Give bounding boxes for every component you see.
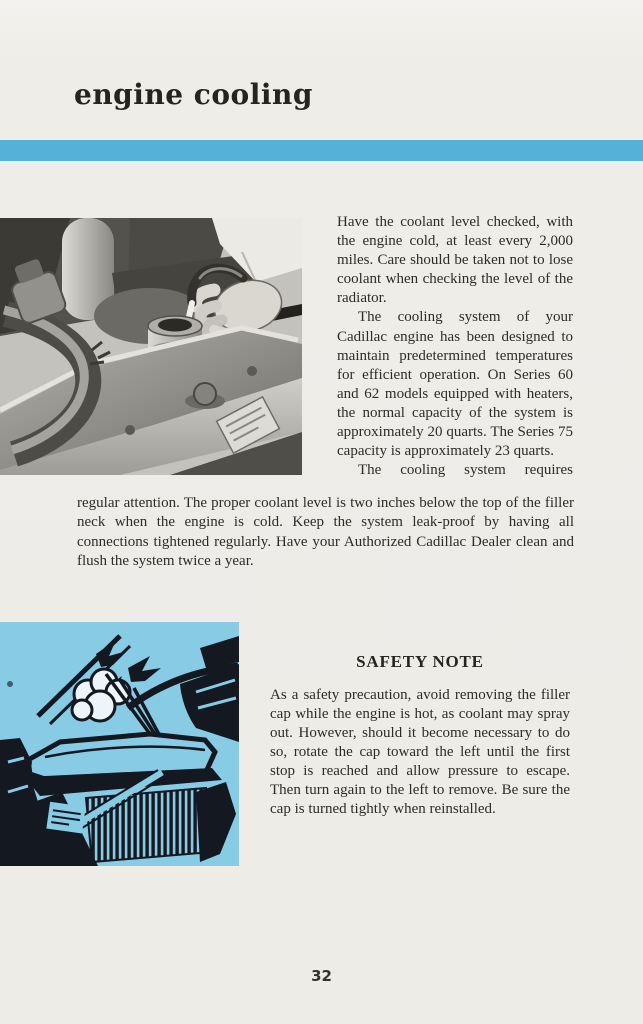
paragraph-coolant-check: Have the coolant level checked, with the engine cold, at least every 2,000 miles. Care should be taken not to lose coolant when checking the level of the radiator. — [337, 214, 573, 307]
intro-text-column — [337, 213, 573, 480]
page-title: engine cooling — [74, 78, 313, 111]
paragraph-requires-continuation: regular attention. The proper coolant level is two inches below the top of the filler neck when the engine is cold. Keep the system leak-proof by having all connections tightened regularly. Have your Authorized Cadillac Dealer clean and flush the system twice a year. — [77, 495, 574, 569]
paragraph-requires-lead: The cooling system requires — [358, 462, 573, 479]
overheat-spray-drawing — [0, 622, 239, 866]
accent-bar — [0, 140, 643, 161]
safety-note-section — [270, 652, 570, 819]
page-number: 32 — [311, 967, 332, 985]
paragraph-cooling-system: The cooling system of your Cadillac engine has been designed to maintain predetermined temperatures for efficient operation. On Series 60 and 62 models equipped with heaters, the normal capacity of the system is approximately 20 quarts. The Series 75 capacity is approximately 23 quarts. — [337, 309, 573, 460]
safety-note-heading: SAFETY NOTE — [356, 652, 484, 671]
coolant-fill-drawing — [0, 218, 302, 475]
safety-note-body: As a safety precaution, avoid removing the filler cap while the engine is hot, as coolant may spray out. However, should it become necessary to do so, rotate the cap toward the left until the first stop is reached and allow pressure to escape. Then turn again to the left to remove. Be sure the cap is turned tightly when reinstalled. — [270, 687, 570, 817]
coolant-fill-illustration — [0, 218, 302, 475]
overheat-spray-illustration — [0, 622, 239, 866]
